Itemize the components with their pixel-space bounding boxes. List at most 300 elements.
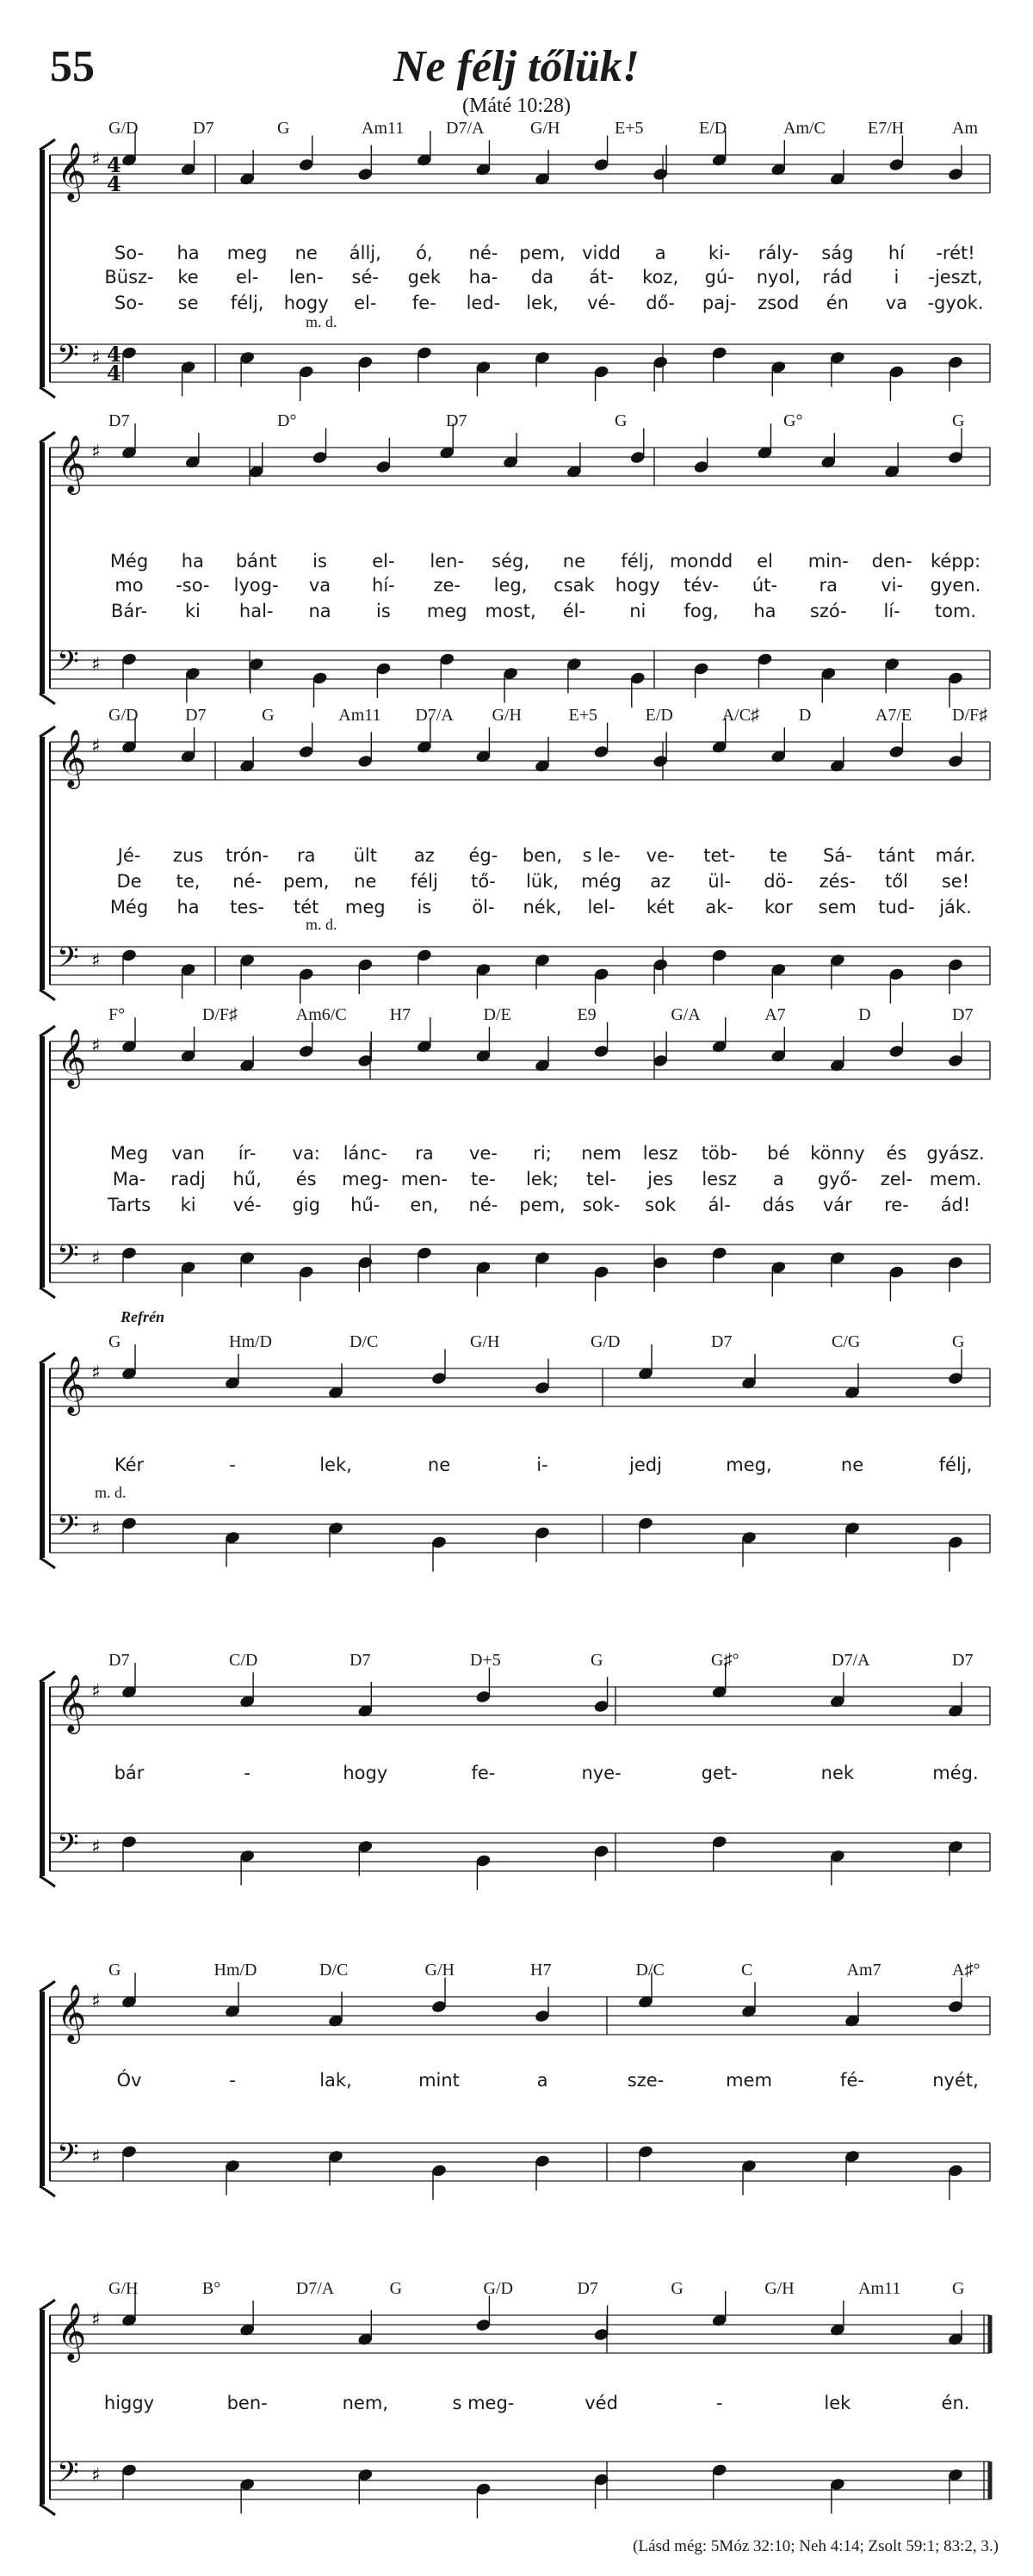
lyric-syllable: tes- [230,897,264,917]
lyric-syllable: ben- [226,2393,268,2413]
chord-symbol: D/C [349,1332,379,1351]
notehead [239,350,256,365]
lyric-syllable: tud- [878,897,915,917]
lyric-syllable: hí [888,243,905,263]
lyric-syllable: hal- [238,601,274,621]
notehead [430,2164,447,2178]
bass-clef-icon: 𝄢 [57,2456,79,2496]
scripture-reference: (Máté 10:28) [462,95,571,117]
lyric-syllable: ha [176,243,200,263]
lyric-syllable: Még [109,897,149,917]
lyric-syllable: -jeszt, [928,267,983,287]
lyric-syllable: en, [410,1195,439,1215]
lyric-syllable: na [308,601,331,621]
notehead [180,1260,196,1275]
lyric-syllable: Ma- [112,1169,146,1189]
chord-row [0,706,1033,732]
lyric-syllable: öl- [472,897,495,917]
lyric-syllable: trón- [226,845,269,866]
performance-marking: m. d. [95,1484,127,1501]
notehead [534,2009,550,2023]
notehead [947,450,963,465]
lyric-syllable: is [312,551,327,571]
notehead [947,2164,963,2178]
lyric-syllable: rád [822,267,853,287]
lyric-syllable: Még [109,551,149,571]
notehead [534,172,550,187]
lyric-syllable: fe- [411,293,436,313]
lyric-syllable: lyog- [233,575,279,596]
chord-row [0,119,1033,145]
notehead [357,355,374,370]
lyric-syllable: vé- [587,293,616,313]
notehead [121,1246,137,1261]
notehead [357,1053,374,1068]
notehead [947,2332,963,2347]
notehead [416,740,432,755]
notehead [884,465,900,479]
notehead [593,158,609,172]
treble-clef-icon: 𝄞 [57,1028,87,1086]
lyric-syllable: gyász. [926,1143,985,1164]
key-signature-sharp-icon: ♯ [91,149,101,170]
lyric-syllable: vár [822,1195,852,1215]
notehead [224,2159,240,2173]
notehead [757,652,773,667]
lyric-syllable: el- [354,293,377,313]
lyric-syllable: képp: [930,551,981,571]
treble-staff [50,434,990,495]
lyric-line-1 [0,1143,1033,1169]
notehead [844,2149,860,2164]
notehead [312,450,328,465]
chord-symbol: G [615,411,628,430]
notehead [248,657,264,671]
notehead [770,163,787,177]
lyric-syllable: re- [884,1195,909,1215]
treble-staff [50,728,990,789]
notehead [375,460,392,474]
key-signature-sharp-icon: ♯ [91,736,101,757]
notehead [947,1999,963,2014]
notehead [298,1265,314,1280]
notehead [829,953,845,967]
notehead [711,2313,727,2328]
treble-clef-icon: 𝄞 [57,1673,87,1732]
notehead [298,744,314,759]
notehead [184,455,201,470]
chord-symbol: D/E [483,1005,511,1024]
notehead [711,346,727,361]
lyric-syllable: most, [485,601,536,621]
notehead [637,1367,653,1381]
notehead [711,1835,727,1850]
lyric-syllable: len- [288,267,324,287]
notehead [121,446,137,460]
lyric-syllable: félj, [621,551,655,571]
lyric-syllable: nék, [523,897,562,917]
lyric-syllable: hű- [350,1195,380,1215]
lyric-line-3 [0,897,1033,923]
lyric-syllable: sok- [582,1195,621,1215]
notehead [121,2463,137,2478]
lyric-syllable: s le- [582,845,621,866]
lyric-syllable: hű, [232,1169,262,1189]
lyric-syllable: nyol, [756,267,801,287]
chord-symbol: D° [277,411,297,430]
lyric-syllable: da [530,267,554,287]
chord-symbol: Am7 [846,1961,881,1980]
lyric-syllable: lük, [526,871,559,892]
chord-symbol: G [262,706,275,725]
notehead [829,1695,845,1709]
chord-symbol: G/H [492,706,522,725]
key-signature-sharp-icon: ♯ [91,1518,101,1540]
chord-symbol: A♯° [952,1961,980,1980]
notehead [593,967,609,982]
lyric-syllable: ne [294,243,318,263]
notehead [357,754,374,769]
notehead [475,750,492,764]
lyric-syllable: jes [647,1169,673,1189]
lyric-syllable: ki- [708,243,731,263]
lyric-syllable: pem, [283,871,330,892]
notehead [534,953,550,967]
lyric-syllable: el- [372,551,395,571]
chord-row [0,1332,1033,1358]
lyric-syllable: fé- [840,2070,864,2091]
notehead [475,360,492,374]
notehead [593,1844,609,1859]
chord-symbol: Am11 [338,706,381,725]
lyric-syllable: hogy [343,1763,388,1783]
chord-symbol: D7 [446,411,467,430]
notehead [327,2149,343,2164]
notehead [593,2473,609,2487]
lyric-syllable: dö- [764,871,794,892]
lyric-syllable: mem [726,2070,772,2091]
key-signature-sharp-icon: ♯ [91,442,101,463]
lyric-syllable: is [375,601,391,621]
notehead [711,153,727,168]
notehead [327,1386,343,1400]
bass-clef-icon: 𝄢 [57,1239,79,1279]
lyric-syllable: nek [820,1763,855,1783]
lyric-syllable: tet- [703,845,736,866]
chord-symbol: G [952,411,965,430]
lyric-syllable: én [826,293,849,313]
notehead [180,163,196,177]
lyric-syllable: tő- [471,871,496,892]
lyric-syllable: gig [292,1195,320,1215]
notehead [947,1704,963,1719]
notehead [180,1049,196,1064]
lyric-line-2 [0,575,1033,601]
notehead [121,2313,137,2328]
performance-marking: m. d. [306,916,337,933]
lyric-syllable: -so- [176,575,210,596]
chord-symbol: D7 [193,119,214,138]
notehead [888,1044,905,1059]
treble-staff [50,1983,990,2044]
notehead [593,2327,609,2342]
notehead [121,1685,137,1700]
lyric-syllable: Tarts [107,1195,152,1215]
notehead [637,1995,653,2010]
lyric-syllable: tom. [934,601,977,621]
lyric-syllable: van [171,1143,205,1164]
notehead [829,350,845,365]
bass-staff [50,942,990,985]
lyric-syllable: get- [701,1763,738,1783]
notehead [239,1251,256,1265]
chord-symbol: G/H [764,2279,795,2298]
key-signature-sharp-icon: ♯ [91,1362,101,1384]
lyric-line-3 [0,293,1033,318]
notehead [121,346,137,361]
treble-clef-icon: 𝄞 [57,1983,87,2042]
key-signature-sharp-icon: ♯ [91,1248,101,1269]
lyric-syllable: ha [753,601,776,621]
notehead [711,948,727,963]
notehead [711,740,727,755]
bass-staff [50,1239,990,1282]
notehead [239,1059,256,1073]
lyric-syllable: lel- [587,897,615,917]
chord-symbol: G/H [108,2279,139,2298]
chord-symbol: C/G [832,1332,861,1351]
lyric-syllable: ri; [533,1143,552,1164]
notehead [653,1053,669,1068]
hymn-number: 55 [50,42,95,91]
notehead [298,158,314,172]
footnote: (Lásd még: 5Móz 32:10; Neh 4:14; Zsolt 59:1; 83:2, 3.) [633,2537,999,2555]
notehead [844,1521,860,1535]
lyric-syllable: mint [418,2070,460,2091]
lyric-syllable: led- [466,293,501,313]
notehead [534,759,550,774]
lyric-syllable: né- [468,243,498,263]
lyric-syllable: tét [294,897,319,917]
lyric-line-1 [0,243,1033,269]
chord-symbol: G [952,2279,965,2298]
notehead [475,1854,492,1869]
lyric-syllable: So- [114,243,145,263]
chord-row [0,1005,1033,1031]
lyric-syllable: -gyok. [927,293,984,313]
chord-symbol: D [798,706,812,725]
notehead [248,465,264,479]
notehead [184,666,201,681]
notehead [947,671,963,686]
chord-symbol: F° [108,1005,126,1024]
lyric-syllable: te- [471,1169,496,1189]
lyric-syllable: Bár- [110,601,148,621]
chord-symbol: G♯° [711,1651,739,1670]
notehead [693,662,709,676]
notehead [121,740,137,755]
treble-staff [50,1028,990,1089]
chord-symbol: Am6/C [295,1005,347,1024]
notehead [121,652,137,667]
chord-symbol: G [108,1961,121,1980]
bass-staff [50,646,990,689]
chord-symbol: G/D [108,119,139,138]
notehead [888,744,905,759]
notehead [829,2477,845,2492]
chord-symbol: Am11 [362,119,405,138]
lyric-syllable: csak [554,575,595,596]
lyric-syllable: - [229,2070,236,2091]
bass-clef-icon: 𝄢 [57,2138,79,2178]
chord-symbol: D7/A [415,706,454,725]
notehead [711,2463,727,2478]
notehead [711,1246,727,1261]
key-signature-sharp-icon: ♯ [91,348,101,369]
notehead [770,750,787,764]
lyric-syllable: meg, [726,1455,772,1475]
notehead [947,167,963,182]
lyric-syllable: ne [840,1455,864,1475]
hymn-title: Ne félj tőlük! [393,42,640,91]
lyric-syllable: s meg- [452,2393,515,2413]
chord-symbol: D7 [108,411,130,430]
notehead [430,1535,447,1550]
notehead [629,671,646,686]
chord-symbol: D7 [349,1651,371,1670]
lyric-syllable: vi- [881,575,904,596]
chord-symbol: A7 [764,1005,786,1024]
notehead [757,446,773,460]
chord-symbol: D+5 [470,1651,501,1670]
lyric-syllable: győ- [817,1169,857,1189]
notehead [298,967,314,982]
chord-symbol: G/H [424,1961,455,1980]
notehead [947,1371,963,1386]
lyric-syllable: a [772,1169,784,1189]
lyric-syllable: So- [114,293,145,313]
chord-symbol: D7 [577,2279,598,2298]
notehead [740,1376,757,1391]
notehead [121,2145,137,2159]
lyric-syllable: gú- [704,267,734,287]
notehead [888,365,905,380]
key-signature-sharp-icon: ♯ [91,654,101,676]
lyric-syllable: is [417,897,432,917]
key-signature-sharp-icon: ♯ [91,950,101,972]
lyric-syllable: Jé- [117,845,141,866]
lyric-syllable: pem, [519,1195,566,1215]
notehead [298,365,314,380]
lyric-syllable: ád! [940,1195,971,1215]
lyric-syllable: két [646,897,675,917]
notehead [947,2468,963,2482]
lyric-syllable: ír- [238,1143,257,1164]
notehead [534,350,550,365]
lyric-line-1 [0,551,1033,577]
lyric-syllable: lesz [642,1143,678,1164]
lyric-syllable: dás [762,1195,795,1215]
treble-staff [50,141,990,202]
chord-symbol: D7 [108,1651,130,1670]
lyric-syllable: Meg [109,1143,149,1164]
lyric-syllable: Sá- [822,845,852,866]
notehead [357,958,374,973]
lyric-syllable: se [177,293,199,313]
lyric-syllable: ült [353,845,377,866]
key-signature-sharp-icon: ♯ [91,2465,101,2486]
notehead [475,1690,492,1704]
chord-symbol: G/H [530,119,560,138]
time-signature: 4 [107,152,121,177]
notehead [416,948,432,963]
notehead [593,1265,609,1280]
lyric-syllable: út- [752,575,778,596]
lyric-syllable: - [229,1455,236,1475]
lyric-syllable: a [654,243,666,263]
lyric-syllable: félj, [938,1455,973,1475]
chord-symbol: E7/H [868,119,905,138]
lyric-syllable: és [295,1169,317,1189]
lyric-syllable: vé- [232,1195,262,1215]
notehead [180,360,196,374]
lyric-syllable: ha [176,897,200,917]
chord-row [0,2279,1033,2305]
lyric-syllable: zsod [758,293,800,313]
notehead [327,1521,343,1535]
lyric-syllable: jedj [629,1455,662,1475]
chord-symbol: G [108,1332,121,1351]
notehead [947,1535,963,1550]
chord-symbol: Hm/D [213,1961,257,1980]
lyric-syllable: Óv [116,2070,142,2091]
notehead [416,1040,432,1054]
chord-symbol: G° [783,411,803,430]
notehead [475,2318,492,2332]
lyric-syllable: még [581,871,622,892]
lyric-syllable: se! [941,871,970,892]
notehead [947,1839,963,1854]
lyric-syllable: dő- [646,293,676,313]
notehead [475,962,492,977]
notehead [629,450,646,465]
notehead [475,1049,492,1064]
treble-clef-icon: 𝄞 [57,141,87,200]
lyric-syllable: az [650,871,671,892]
chord-symbol: D/C [319,1961,349,1980]
lyric-syllable: lek, [319,1455,352,1475]
lyric-syllable: ne [562,551,586,571]
lyric-syllable: szó- [809,601,847,621]
lyric-syllable: radj [170,1169,206,1189]
notehead [121,1517,137,1531]
notehead [711,1040,727,1054]
lyric-syllable: és [886,1143,907,1164]
lyric-syllable: mondd [669,551,733,571]
lyric-syllable: men- [400,1169,448,1189]
chord-symbol: G [277,119,290,138]
notehead [121,1040,137,1054]
bass-clef-icon: 𝄢 [57,1828,79,1868]
notehead [475,1260,492,1275]
lyric-syllable: fog, [684,601,719,621]
lyric-syllable: fe- [471,1763,496,1783]
notehead [637,2145,653,2159]
lyric-syllable: el- [235,267,259,287]
chord-symbol: D/F♯ [201,1005,238,1024]
lyric-syllable: meg [426,601,467,621]
lyric-syllable: Kér [114,1455,145,1475]
